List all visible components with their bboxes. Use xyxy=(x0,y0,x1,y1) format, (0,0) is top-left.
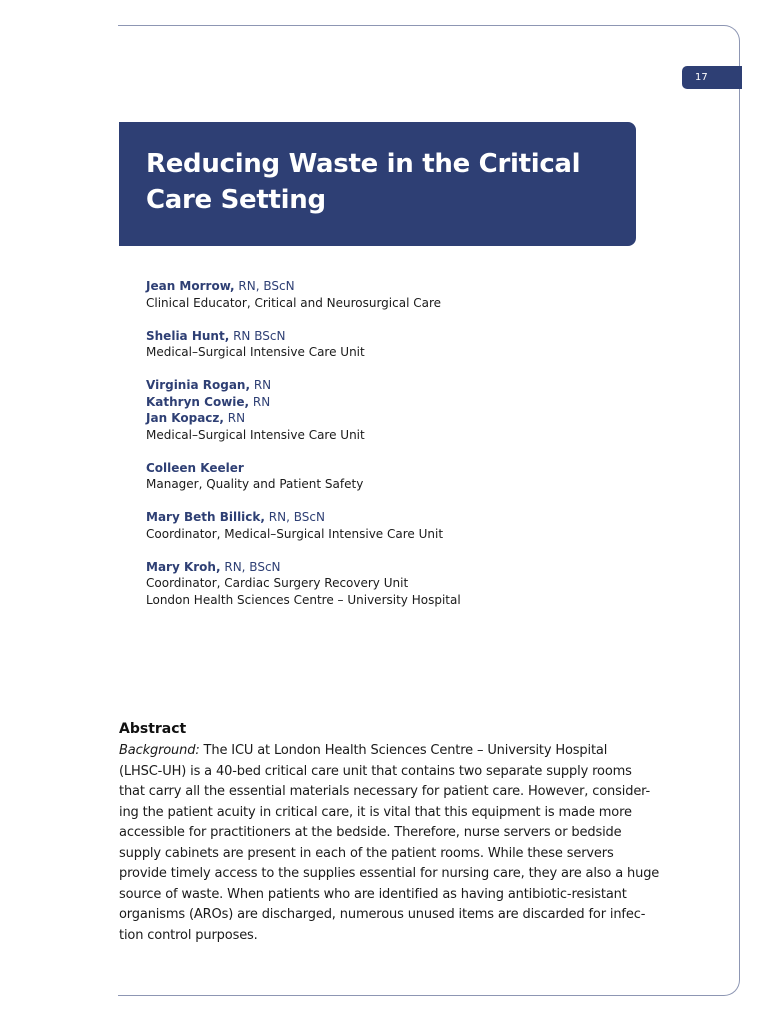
author-affiliation: Clinical Educator, Critical and Neurosurgical Care xyxy=(146,295,442,310)
page-number: 17 xyxy=(695,72,708,83)
author-group xyxy=(146,559,626,609)
author-name: Mary Beth Billick, xyxy=(146,510,265,524)
author-affiliation: Coordinator, Medical–Surgical Intensive Care Unit xyxy=(146,526,444,541)
author-credentials: RN, BScN xyxy=(268,510,325,524)
author-name: Colleen Keeler xyxy=(146,460,244,475)
article-title xyxy=(146,146,581,218)
abstract-line: provide timely access to the supplies essential for nursing care, they are also a huge xyxy=(119,866,660,881)
author-line xyxy=(146,328,626,345)
author-credentials: RN xyxy=(227,411,246,425)
abstract-line: supply cabinets are present in each of the patient rooms. While these servers xyxy=(119,845,614,861)
author-name: Shelia Hunt, xyxy=(146,328,230,343)
author-line xyxy=(146,460,626,477)
author-name: Jean Morrow, xyxy=(146,279,235,293)
abstract-line: source of waste. When patients who are identified as having antibiotic-resistant xyxy=(119,886,627,902)
author-group xyxy=(146,509,626,542)
author-affiliation: Medical–Surgical Intensive Care Unit xyxy=(146,427,365,442)
abstract-line xyxy=(119,741,639,762)
abstract-body xyxy=(119,741,660,946)
page-number-tab xyxy=(682,66,742,89)
author-credentials: RN xyxy=(253,378,272,392)
title-line: Care Setting xyxy=(146,185,326,215)
abstract-line-text: The ICU at London Health Sciences Centre – University Hospital xyxy=(199,743,608,758)
abstract-lead: Background: xyxy=(119,743,200,758)
author-group xyxy=(146,278,626,311)
abstract-line: accessible for practitioners at the bedside. Therefore, nurse servers or bedside xyxy=(119,825,622,840)
author-group xyxy=(146,328,626,361)
title-banner xyxy=(119,122,636,246)
author-line xyxy=(146,278,626,295)
author-line xyxy=(146,394,626,411)
author-affiliation: London Health Sciences Centre – University Hospital xyxy=(146,592,461,607)
title-line: Reducing Waste in the Critical xyxy=(146,149,581,179)
author-name: Mary Kroh, xyxy=(146,559,221,574)
author-line xyxy=(146,509,626,526)
abstract-line: that carry all the essential materials necessary for patient care. However, consider- xyxy=(119,784,651,799)
author-affiliation: Coordinator, Cardiac Surgery Recovery Unit xyxy=(146,576,409,590)
author-line xyxy=(146,559,626,576)
author-line xyxy=(146,410,626,427)
author-credentials: RN xyxy=(252,394,271,409)
author-credentials: RN, BScN xyxy=(238,279,295,293)
abstract-line: ing the patient acuity in critical care, it is vital that this equipment is made more xyxy=(119,804,632,820)
abstract-line: (LHSC-UH) is a 40-bed critical care unit that contains two separate supply rooms xyxy=(119,763,632,779)
abstract-line: tion control purposes. xyxy=(119,927,258,943)
author-affiliation: Medical–Surgical Intensive Care Unit xyxy=(146,345,365,359)
abstract-section xyxy=(119,720,660,946)
author-affiliation: Manager, Quality and Patient Safety xyxy=(146,477,364,491)
author-line xyxy=(146,377,626,394)
abstract-line: organisms (AROs) are discharged, numerous unused items are discarded for infec- xyxy=(119,907,646,922)
author-list xyxy=(146,278,626,625)
author-credentials: RN BScN xyxy=(233,328,286,343)
author-name: Kathryn Cowie, xyxy=(146,394,250,409)
author-group xyxy=(146,377,626,443)
author-group xyxy=(146,460,626,493)
author-name: Virginia Rogan, xyxy=(146,378,251,392)
author-name: Jan Kopacz, xyxy=(146,411,224,425)
author-credentials: RN, BScN xyxy=(224,559,281,574)
abstract-heading: Abstract xyxy=(119,721,187,737)
